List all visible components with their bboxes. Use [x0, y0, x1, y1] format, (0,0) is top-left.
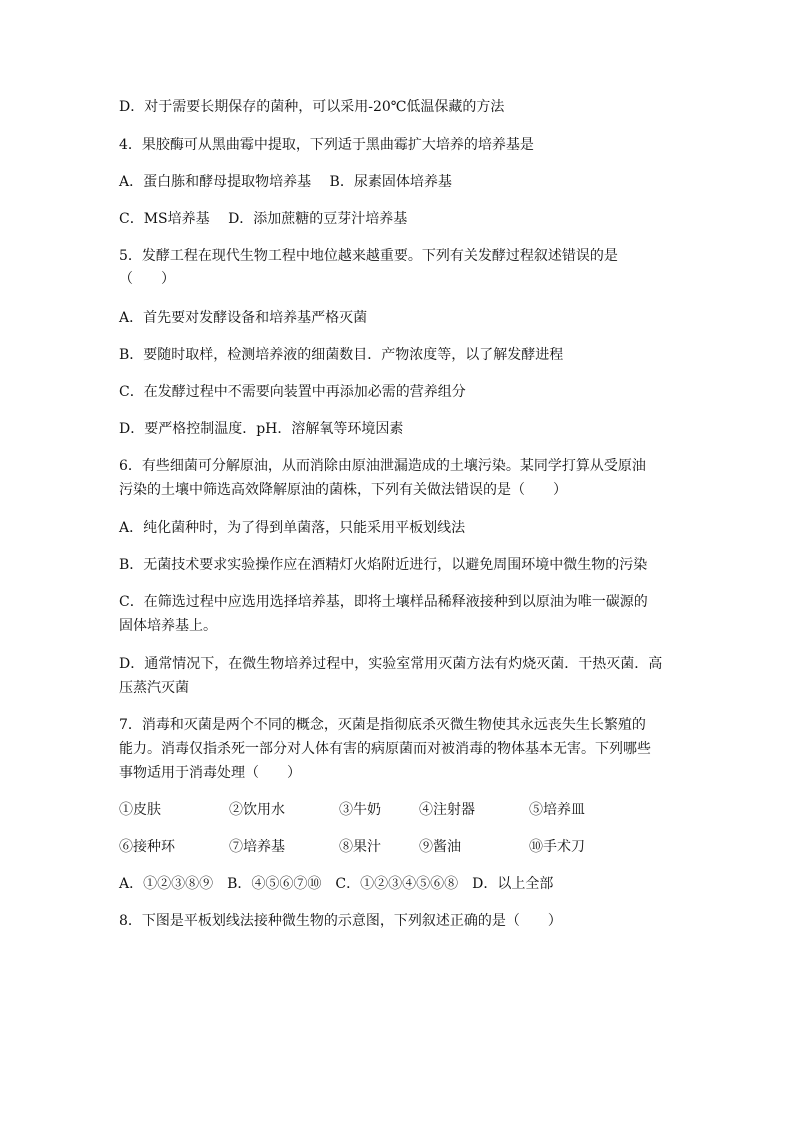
q7-item: ⑧果汁 [339, 839, 381, 855]
q5-stem-line2: （ ） [119, 271, 175, 287]
q5-option-b: B．要随时取样，检测培养液的细菌数目．产物浓度等，以了解发酵进程 [119, 347, 564, 363]
q6-option-c-line2: 固体培养基上。 [119, 618, 217, 634]
q6-option-b: B．无菌技术要求实验操作应在酒精灯火焰附近进行，以避免周围环境中微生物的污染 [119, 557, 648, 573]
q7-item: ⑨酱油 [419, 839, 461, 855]
q7-item: ⑦培养基 [229, 839, 285, 855]
q6-stem-line2: 污染的土壤中筛选高效降解原油的菌株，下列有关做法错误的是（ ） [119, 482, 567, 498]
q5-option-c: C．在发酵过程中不需要向装置中再添加必需的营养组分 [119, 384, 466, 400]
q7-item: ⑩手术刀 [529, 839, 585, 855]
q7-stem-line2: 能力。消毒仅指杀死一部分对人体有害的病原菌而对被消毒的物体基本无害。下列哪些 [119, 741, 651, 757]
q6-option-d-line2: 压蒸汽灭菌 [119, 680, 189, 696]
q4-options-cd: C．MS培养基 D．添加蔗糖的豆芽汁培养基 [119, 211, 408, 227]
q7-item: ⑤培养皿 [529, 802, 585, 818]
q7-item: ②饮用水 [229, 802, 285, 818]
q8-stem: 8．下图是平板划线法接种微生物的示意图，下列叙述正确的是（ ） [119, 913, 562, 929]
q7-stem-line3: 事物适用于消毒处理（ ） [119, 765, 301, 781]
q7-stem-line1: 7．消毒和灭菌是两个不同的概念，灭菌是指彻底杀灭微生物使其永远丧失生长繁殖的 [119, 717, 646, 733]
q7-item: ①皮肤 [119, 802, 161, 818]
q6-option-c-line1: C．在筛选过程中应选用选择培养基，即将土壤样品稀释液接种到以原油为唯一碳源的 [119, 594, 648, 610]
q3-option-d: D．对于需要长期保存的菌种，可以采用-20℃低温保藏的方法 [119, 99, 505, 115]
q5-option-a: A．首先要对发酵设备和培养基严格灭菌 [119, 310, 368, 326]
q6-option-d-line1: D．通常情况下，在微生物培养过程中，实验室常用灭菌方法有灼烧灭菌．干热灭菌．高 [119, 656, 663, 672]
q7-options: A．①②③⑧⑨ B．④⑤⑥⑦⑩ C．①②③④⑤⑥⑧ D．以上全部 [119, 876, 554, 892]
q6-stem-line1: 6．有些细菌可分解原油，从而消除由原油泄漏造成的土壤污染。某同学打算从受原油 [119, 458, 646, 474]
q4-stem: 4．果胶酶可从黑曲霉中提取，下列适于黑曲霉扩大培养的培养基是 [119, 137, 534, 153]
q7-item: ⑥接种环 [119, 839, 175, 855]
q5-option-d: D．要严格控制温度．pH．溶解氧等环境因素 [119, 421, 404, 437]
q4-options-ab: A．蛋白胨和酵母提取物培养基 B．尿素固体培养基 [119, 174, 452, 190]
q5-stem-line1: 5．发酵工程在现代生物工程中地位越来越重要。下列有关发酵过程叙述错误的是 [119, 248, 618, 264]
q7-item: ④注射器 [419, 802, 475, 818]
q6-option-a: A．纯化菌种时，为了得到单菌落，只能采用平板划线法 [119, 520, 466, 536]
q7-item: ③牛奶 [339, 802, 381, 818]
